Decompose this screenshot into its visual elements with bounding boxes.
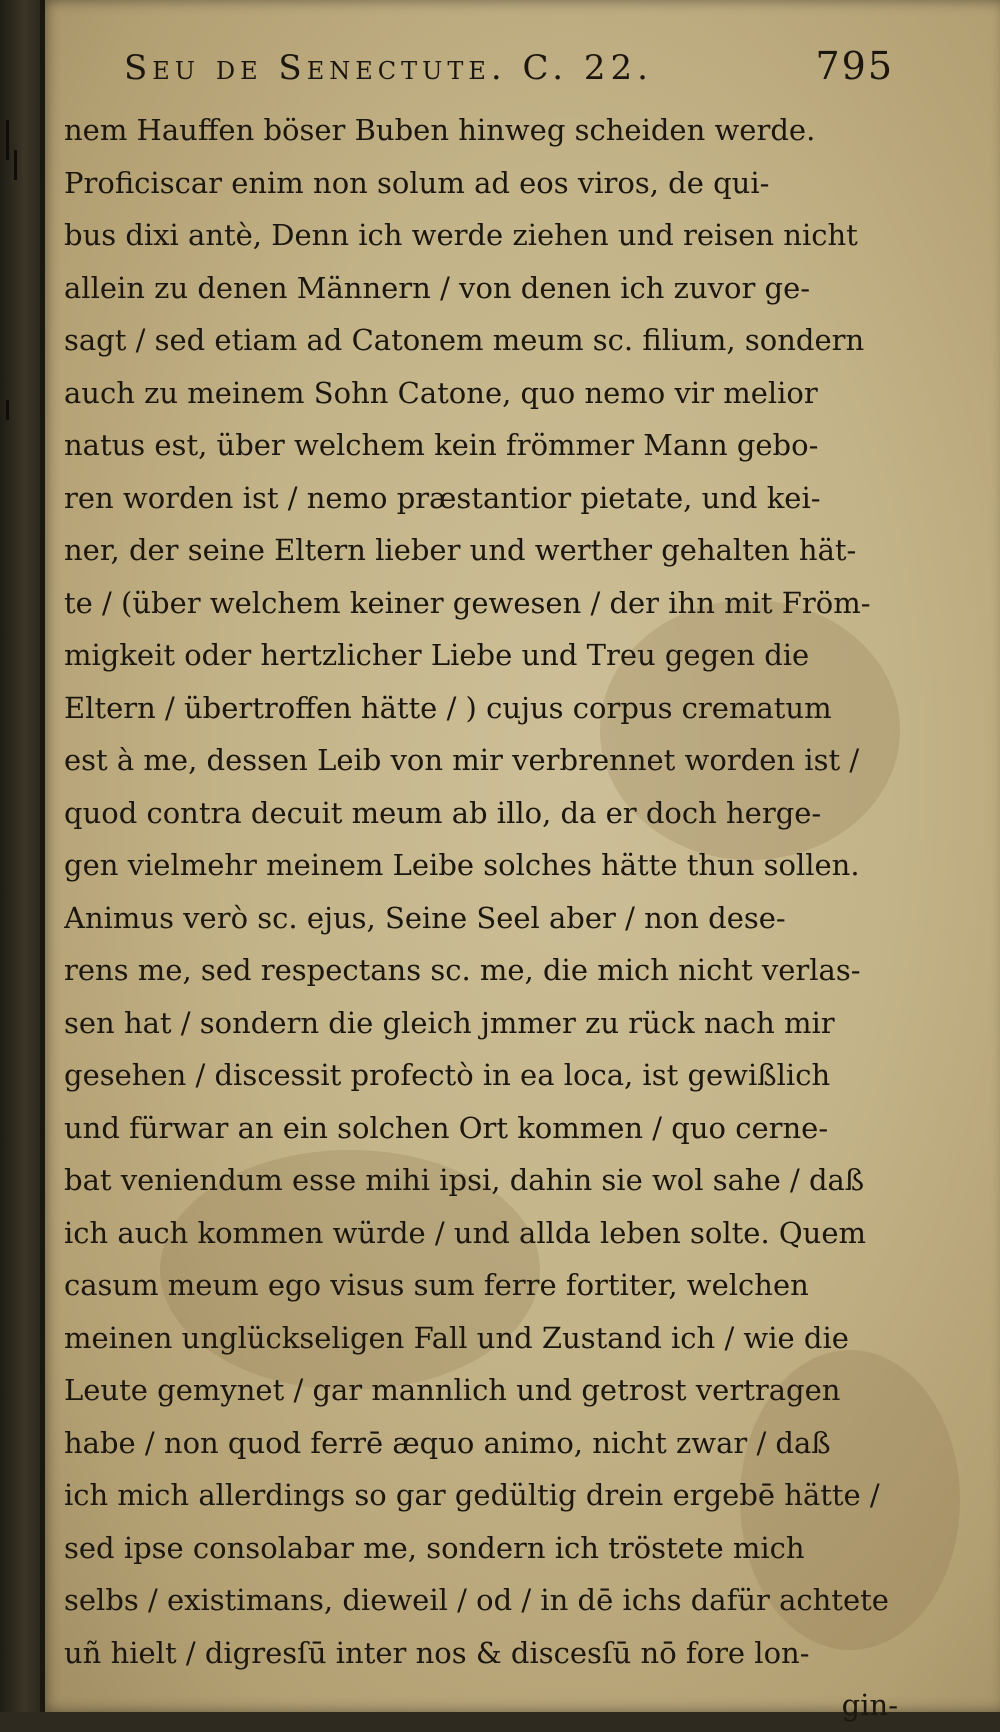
text-line: auch zu meinem Sohn Catone, quo nemo vir melior bbox=[64, 375, 818, 410]
text-line: meinen unglückseligen Fall und Zustand ich / wie die bbox=[64, 1320, 849, 1355]
body-text bbox=[64, 104, 904, 1732]
text-line: bus dixi antè, Denn ich werde ziehen und reisen nicht bbox=[64, 218, 858, 252]
text-line: selbs / existimans, dieweil / od / in dē ichs dafür achtete bbox=[64, 1583, 889, 1617]
text-line: nem Hauffen böser Buben hinweg scheiden werde. bbox=[64, 113, 816, 147]
text-line: sagt / sed etiam ad Catonem meum sc. filium, sondern bbox=[64, 323, 865, 357]
text-line: bat veniendum esse mihi ipsi, dahin sie wol sahe / daß bbox=[64, 1163, 865, 1197]
running-title: Seu de Senectute. C. 22. bbox=[124, 48, 653, 88]
text-line: Proficiscar enim non solum ad eos viros, de qui- bbox=[64, 165, 770, 200]
text-line: sed ipse consolabar me, sondern ich tröstete mich bbox=[64, 1530, 805, 1565]
page-gutter bbox=[40, 0, 45, 1712]
text-line: ich auch kommen würde / und allda leben solte. Quem bbox=[64, 1215, 866, 1250]
catchword: gin- bbox=[841, 1688, 898, 1722]
text-line: Leute gemynet / gar mannlich und getrost vertragen bbox=[64, 1373, 841, 1407]
text-line: ich mich allerdings so gar gedültig drein ergebē hätte / bbox=[64, 1478, 880, 1512]
text-line: rens me, sed respectans sc. me, die mich nicht verlas- bbox=[64, 953, 861, 987]
text-line: uñ hielt / digresſū inter nos & discesſū nō fore lon- bbox=[64, 1635, 810, 1670]
facing-page-edge bbox=[0, 0, 44, 1712]
text-line: quod contra decuit meum ab illo, da er doch herge- bbox=[64, 795, 822, 830]
text-line: sen hat / sondern die gleich jmmer zu rück nach mir bbox=[64, 1005, 835, 1040]
facing-page-mark bbox=[14, 150, 17, 180]
text-line: gesehen / discessit profectò in ea loca, ist gewißlich bbox=[64, 1058, 831, 1092]
running-header bbox=[124, 44, 894, 100]
text-line: casum meum ego visus sum ferre fortiter, welchen bbox=[64, 1268, 809, 1302]
text-line: ner, der seine Eltern lieber und werther gehalten hät- bbox=[64, 533, 857, 567]
text-line: gen vielmehr meinem Leibe solches hätte thun sollen. bbox=[64, 848, 860, 882]
text-line: te / (über welchem keiner gewesen / der ihn mit Fröm- bbox=[64, 585, 871, 620]
text-line: Animus verò sc. ejus, Seine Seel aber / non dese- bbox=[64, 900, 786, 935]
text-line: allein zu denen Männern / von denen ich zuvor ge- bbox=[64, 270, 811, 305]
page-number: 795 bbox=[815, 44, 894, 88]
text-line: und fürwar an ein solchen Ort kommen / quo cerne- bbox=[64, 1110, 829, 1145]
text-line: habe / non quod ferrē æquo animo, nicht zwar / daß bbox=[64, 1425, 831, 1460]
text-line: Eltern / übertroffen hätte / ) cujus corpus crematum bbox=[64, 690, 832, 725]
facing-page-mark bbox=[6, 400, 9, 420]
text-line: ren worden ist / nemo præstantior pietate, und kei- bbox=[64, 480, 821, 515]
text-line: est à me, dessen Leib von mir verbrennet worden ist / bbox=[64, 743, 860, 777]
text-line: migkeit oder hertzlicher Liebe und Treu gegen die bbox=[64, 638, 810, 672]
text-line: natus est, über welchem kein frömmer Mann gebo- bbox=[64, 428, 819, 462]
facing-page-mark bbox=[6, 120, 9, 160]
